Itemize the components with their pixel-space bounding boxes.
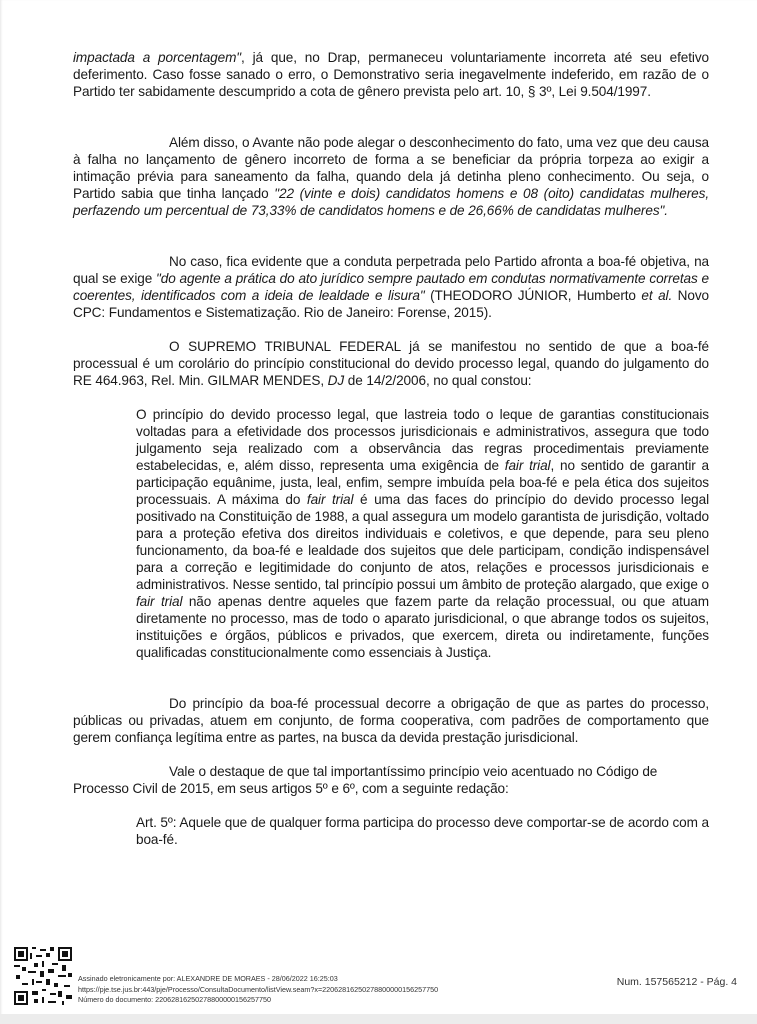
page-bottom-divider [0,1014,757,1024]
quote-text: , no sentido de garantir a participação equânime, justa, leal, enfim, sempre imbuída pela boa-fé e pela ética dos sujeitos processuais. A máxima do [136,458,709,507]
quote-italic: fair trial [306,492,354,507]
italic-quote-end: impactada a porcentagem" [73,50,242,65]
paragraph-text: Vale o destaque de que tal importantíssimo princípio veio acentuado no Código de Processo Civil de 2015, em seus artigos 5º e 6º, com a seguinte redação: [73,764,658,796]
quote-text: O princípio do devido processo legal, que lastreia todo o leque de garantias constitucionais voltadas para a efetividade dos processos jurisdicionais e administrativos, assegura que todo julgamento seja realizado com a observância das regras procedimentais previamente estabelecidas, e, além disso, representa uma exigência de [136,407,709,473]
paragraph-stf [73,338,709,389]
qr-code-icon[interactable] [14,947,72,1005]
paragraph-text: O SUPREMO TRIBUNAL FEDERAL já se manifestou no sentido de que a boa-fé processual é um corolário do princípio constitucional do devido processo legal, quando do julgamento do RE 464.963, Rel. Min. GILMAR MENDES, [73,339,709,388]
paragraph-cpc [73,763,709,797]
page-number: Num. 157565212 - Pág. 4 [616,976,737,988]
article-5-quote [136,814,709,848]
document-url-link[interactable]: https://pje.tse.jus.br:443/pje/Processo/ConsultaDocumento/listView.seam?x=22062816250278800000156257750 [78,984,439,994]
italic-quote: "do agente a prática do ato jurídico sempre pautado em condutas normativamente corretas e coerentes, identificados com a ideia de lealdade e lisura" [73,271,709,303]
signature-footer [0,940,757,1014]
paragraph-text: Do princípio da boa-fé processual decorre a obrigação de que as partes do processo, públicas ou privadas, atuem em conjunto, de forma cooperativa, com padrões de comportamento que gerem confiança legítima entre as partes, na busca da devida prestação jurisdicional. [73,696,709,745]
paragraph-boa-fe-processual [73,695,709,746]
quote-text: é uma das faces do princípio do devido processo legal positivado na Constituição de 1988, a qual assegura um modelo garantista de jurisdição, voltado para a proteção efetiva dos direitos individuais e coletivos, e que depende, para seu pleno funcionamento, da boa-fé e lealdade dos sujeitos que dele participam, condição indispensável para a correção e legitimidade do conjunto de atos, relações e processos jurisdicionais e administrativos. Nesse sentido, tal princípio possui um âmbito de proteção alargado, que exige o [136,492,709,592]
italic-quote: "22 (vinte e dois) candidatos homens e 08 (oito) candidatas mulheres, perfazendo um percentual de 73,33% de candidatos homens e de 26,66% de candidatas mulheres". [73,186,710,218]
paragraph-text: No caso, fica evidente que a conduta perpetrada pelo Partido afronta a boa-fé objetiva, na qual se exige [73,254,709,286]
document-body [73,49,709,848]
citation-italic: et al. [641,288,673,303]
paragraph-text: Além disso, o Avante não pode alegar o desconhecimento do fato, uma vez que deu causa à falha no lançamento de gênero incorreto de forma a se beneficiar da própria torpeza ao exigir a intimação prévia para saneamento da falha, quando dela já detinha pleno conhecimento. Ou seja, o Partido sabia que tinha lançado [73,135,709,201]
article-text: Art. 5º: Aquele que de qualquer forma participa do processo deve comportar-se de acordo com a boa-fé. [136,815,709,847]
block-quote [136,406,709,661]
signature-info [78,974,438,1006]
quote-text: não apenas dentre aqueles que fazem parte da relação processual, ou que atuam diretamente no processo, mas de todo o aparato jurisdicional, o que abrange todos os sujeitos, instituições e órgãos, públicos e privados, que exercem, direta ou indiretamente, funções qualificadas constitucionalmente como essenciais à Justiça. [136,594,709,660]
paragraph-continuation [73,49,709,100]
citation-text: Novo CPC: Fundamentos e Sistematização. Rio de Janeiro: Forense, 2015). [73,288,709,320]
citation-text: (THEODORO JÚNIOR, Humberto [424,288,642,303]
italic-abbrev: DJ [327,373,345,388]
quote-italic: fair trial [136,594,183,609]
document-number-text: Número do documento: 22062816250278800000156257750 [78,995,272,1004]
paragraph-text: , já que, no Drap, permaneceu voluntariamente incorreta até seu efetivo deferimento. Caso fosse sanado o erro, o Demonstrativo seria inegavelmente indeferido, em razão de o Partido ter sabidamente descumprido a cota de gênero prevista pelo art. 10, § 3º, Lei 9.504/1997. [73,50,710,99]
paragraph-avante [73,134,709,219]
signed-by-text: Assinado eletronicamente por: ALEXANDRE DE MORAES - 28/06/2022 16:25:03 [78,974,338,983]
paragraph-text: de 14/2/2006, no qual constou: [344,373,532,388]
paragraph-boa-fe-objetiva [73,253,709,321]
quote-italic: fair trial [504,458,551,473]
